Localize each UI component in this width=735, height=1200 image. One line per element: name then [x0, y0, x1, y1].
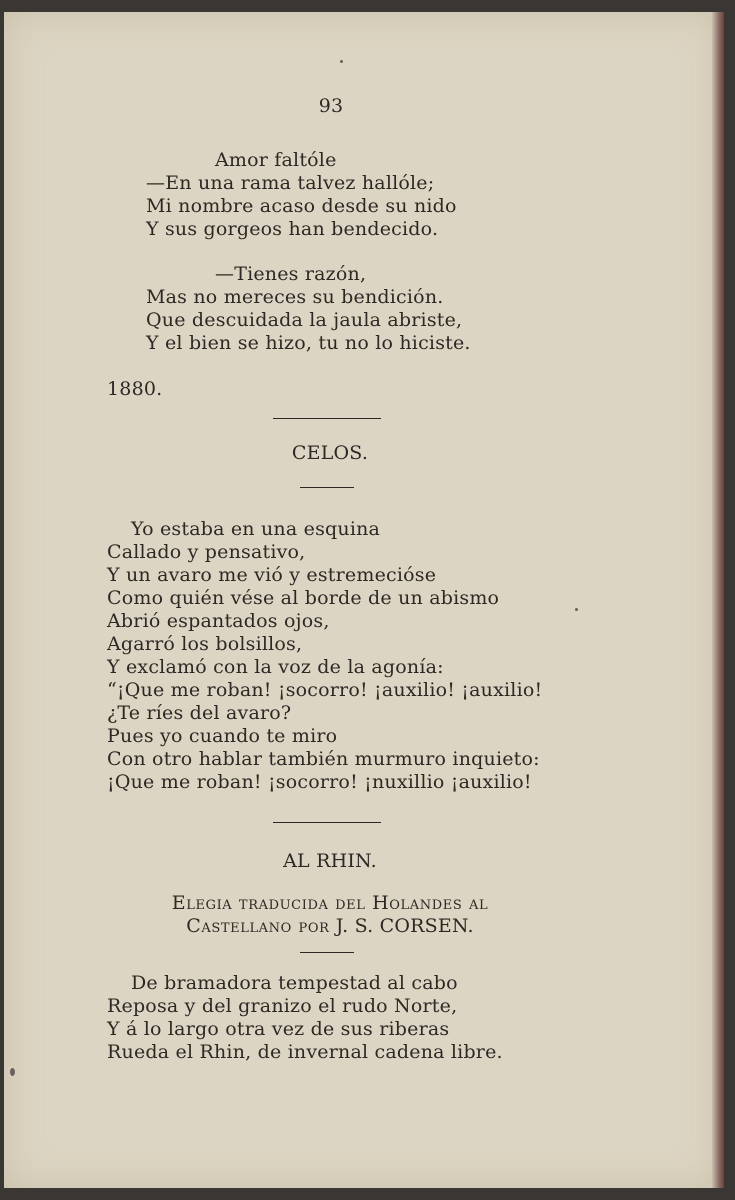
poem-line: Callado y pensativo, [107, 541, 306, 563]
title-divider [300, 487, 354, 488]
poem-line: Reposa y del granizo el rudo Norte, [107, 995, 458, 1017]
poem-line: Agarró los bolsillos, [107, 633, 303, 655]
poem-line: Abrió espantados ojos, [107, 610, 330, 632]
poem-line: “¡Que me roban! ¡socorro! ¡auxilio! ¡auxilio! [107, 679, 543, 701]
poem-line: ¡Que me roban! ¡socorro! ¡nuxillio ¡auxilio! [107, 771, 532, 793]
poem-line: Yo estaba en una esquina [131, 518, 381, 540]
poem-line: Rueda el Rhin, de invernal cadena libre. [107, 1041, 503, 1063]
poem-line: Y exclamó con la voz de la agonía: [107, 656, 444, 678]
subtitle-translator-prefix: Castellano por [186, 915, 330, 937]
poem-line: Que descuidada la jaula abriste, [146, 309, 463, 331]
poem-line: Amor faltóle [215, 149, 337, 171]
poem-title: AL RHIN. [283, 850, 377, 872]
poem-line: —En una rama talvez hallóle; [146, 172, 435, 194]
page-edge [712, 12, 724, 1188]
poem-line: —Tienes razón, [215, 263, 367, 285]
poem-line: De bramadora tempestad al cabo [131, 972, 458, 994]
poem-title: CELOS. [291, 442, 369, 464]
section-divider [273, 822, 381, 823]
poem-date: 1880. [107, 378, 163, 400]
poem-line: Como quién vése al borde de un abismo [107, 587, 500, 609]
ink-speck [575, 608, 578, 611]
subtitle-translator-name: J. S. CORSEN. [335, 915, 474, 937]
poem-line: Y un avaro me vió y estremecióse [107, 564, 437, 586]
poem-line: Mas no mereces su bendición. [146, 286, 444, 308]
page-number: 93 [318, 95, 344, 117]
poem-line: Y sus gorgeos han bendecido. [146, 218, 439, 240]
ink-speck [10, 1068, 15, 1076]
ink-speck [340, 60, 343, 63]
title-divider [300, 952, 354, 953]
poem-line: Mi nombre acaso desde su nido [146, 195, 457, 217]
section-divider [273, 418, 381, 419]
poem-line: Con otro hablar también murmuro inquieto: [107, 748, 540, 770]
poem-line: ¿Te ríes del avaro? [107, 702, 292, 724]
poem-line: Pues yo cuando te miro [107, 725, 338, 747]
poem-subtitle [0, 915, 660, 938]
poem-line: Y el bien se hizo, tu no lo hiciste. [146, 332, 471, 354]
poem-subtitle: Elegia traducida del Holandes al [171, 892, 489, 914]
poem-line: Y á lo largo otra vez de sus riberas [107, 1018, 450, 1040]
